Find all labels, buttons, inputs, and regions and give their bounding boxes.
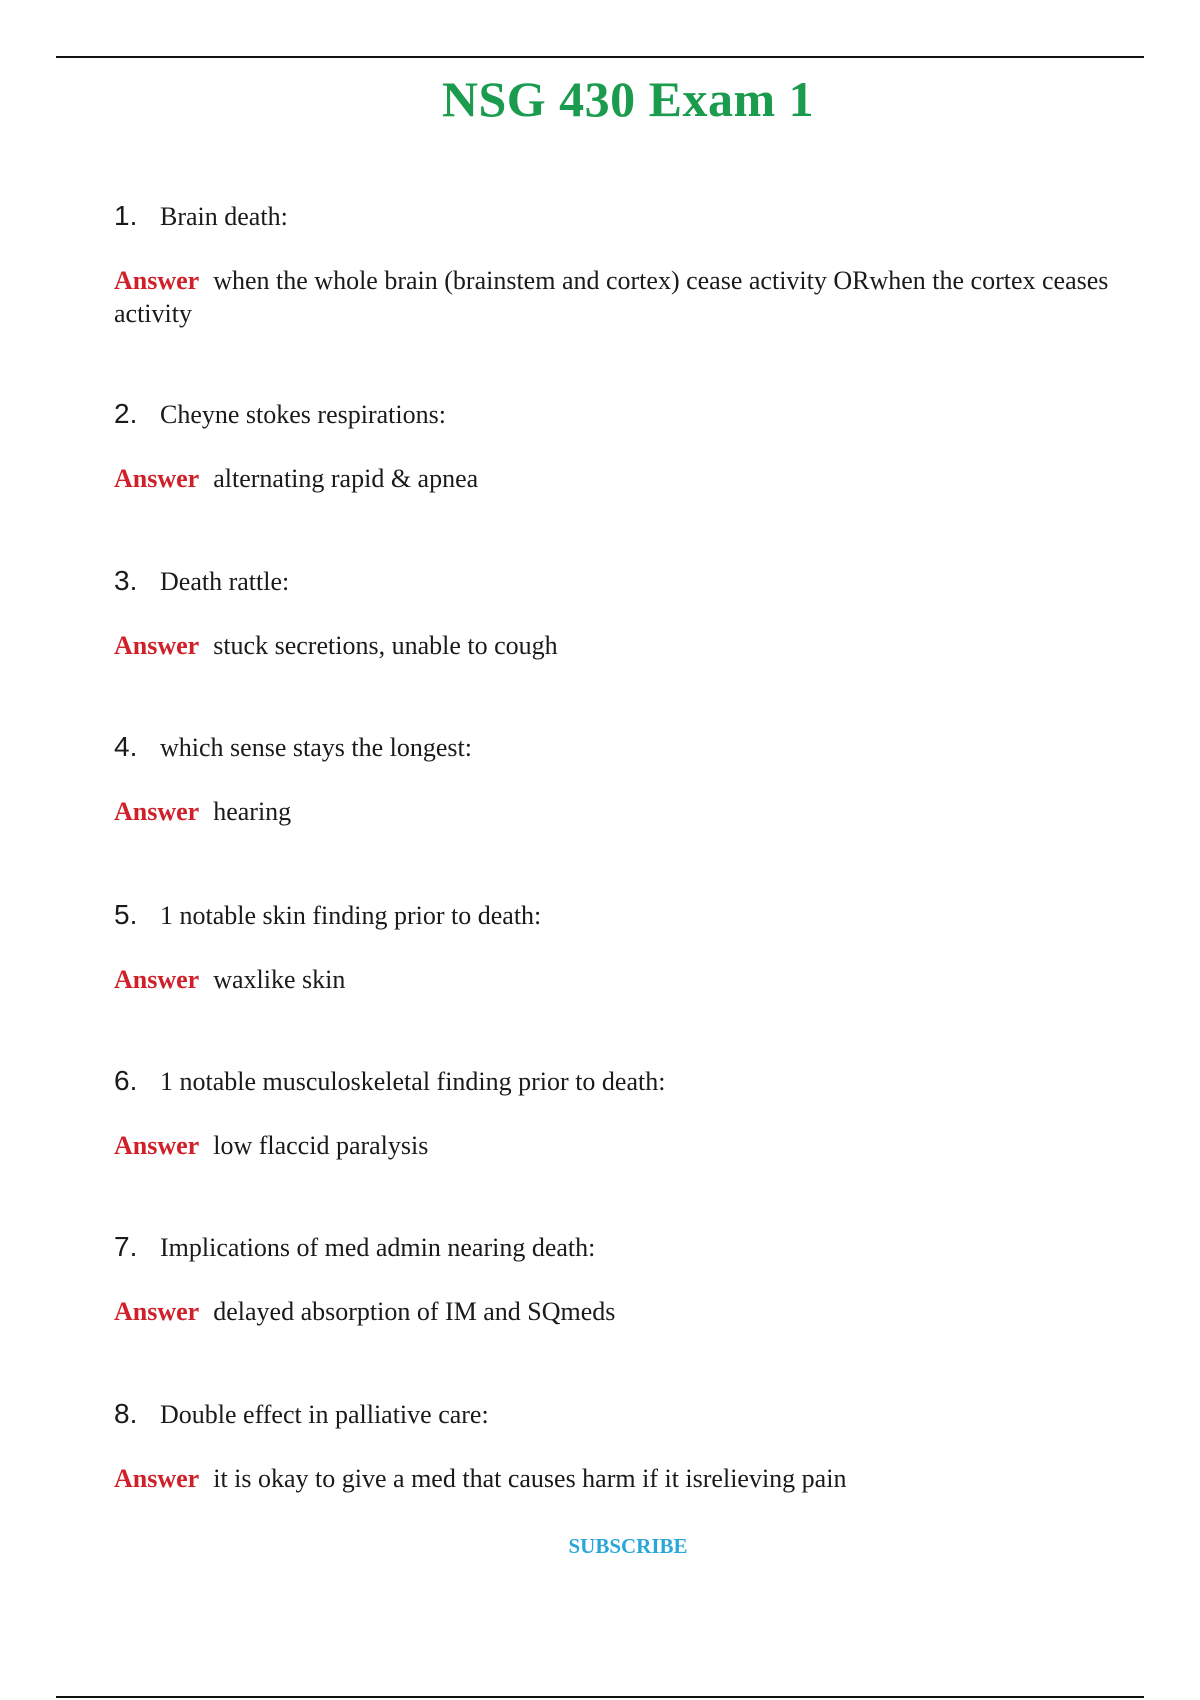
bottom-divider: [56, 1696, 1144, 1698]
question-number: 6.: [114, 1065, 138, 1096]
question-text: which sense stays the longest:: [160, 733, 472, 762]
answer: [114, 462, 1114, 495]
qa-item-4: [114, 731, 1114, 828]
question-text: Implications of med admin nearing death:: [160, 1233, 596, 1262]
answer-label: Answer: [114, 965, 200, 994]
question-text: Brain death:: [160, 202, 288, 231]
qa-item-6: [114, 1065, 1114, 1162]
answer-label: Answer: [114, 266, 200, 295]
question: [114, 899, 1114, 931]
question-text: 1 notable musculoskeletal finding prior to death:: [160, 1067, 666, 1096]
answer-text: delayed absorption of IM and SQmeds: [213, 1297, 616, 1326]
answer: [114, 264, 1114, 330]
question: [114, 1065, 1114, 1097]
question-number: 1.: [114, 200, 138, 231]
question-number: 3.: [114, 565, 138, 596]
question-text: 1 notable skin finding prior to death:: [160, 901, 542, 930]
qa-item-2: [114, 398, 1114, 495]
subscribe-link[interactable]: SUBSCRIBE: [568, 1534, 688, 1558]
answer-label: Answer: [114, 1297, 200, 1326]
question-text: Cheyne stokes respirations:: [160, 400, 446, 429]
answer-text: when the whole brain (brainstem and cortex) cease activity ORwhen the cortex ceases activity: [114, 266, 1109, 328]
question: [114, 1398, 1114, 1430]
answer-label: Answer: [114, 1131, 200, 1160]
question-number: 7.: [114, 1231, 138, 1262]
answer-label: Answer: [114, 464, 200, 493]
top-divider: [56, 56, 1144, 58]
question-number: 2.: [114, 398, 138, 429]
answer-text: hearing: [213, 797, 292, 826]
answer-label: Answer: [114, 797, 200, 826]
question-number: 4.: [114, 731, 138, 762]
answer-text: stuck secretions, unable to cough: [213, 631, 558, 660]
answer-text: low flaccid paralysis: [213, 1131, 429, 1160]
answer-text: it is okay to give a med that causes harm if it isrelieving pain: [213, 1464, 847, 1493]
answer-label: Answer: [114, 631, 200, 660]
answer: [114, 1129, 1114, 1162]
question: [114, 565, 1114, 597]
qa-item-3: [114, 565, 1114, 662]
answer: [114, 795, 1114, 828]
answer: [114, 1462, 1114, 1495]
qa-item-8: [114, 1398, 1114, 1495]
answer: [114, 629, 1114, 662]
qa-item-7: [114, 1231, 1114, 1328]
answer: [114, 963, 1114, 996]
question: [114, 200, 1114, 232]
question: [114, 731, 1114, 763]
qa-item-5: [114, 899, 1114, 996]
page-title: NSG 430 Exam 1: [441, 71, 815, 127]
answer-text: waxlike skin: [213, 965, 346, 994]
question: [114, 398, 1114, 430]
answer-label: Answer: [114, 1464, 200, 1493]
answer-text: alternating rapid & apnea: [213, 464, 479, 493]
question-number: 5.: [114, 899, 138, 930]
question-text: Death rattle:: [160, 567, 290, 596]
question-number: 8.: [114, 1398, 138, 1429]
question: [114, 1231, 1114, 1263]
question-text: Double effect in palliative care:: [160, 1400, 489, 1429]
answer: [114, 1295, 1114, 1328]
qa-item-1: [114, 200, 1114, 330]
